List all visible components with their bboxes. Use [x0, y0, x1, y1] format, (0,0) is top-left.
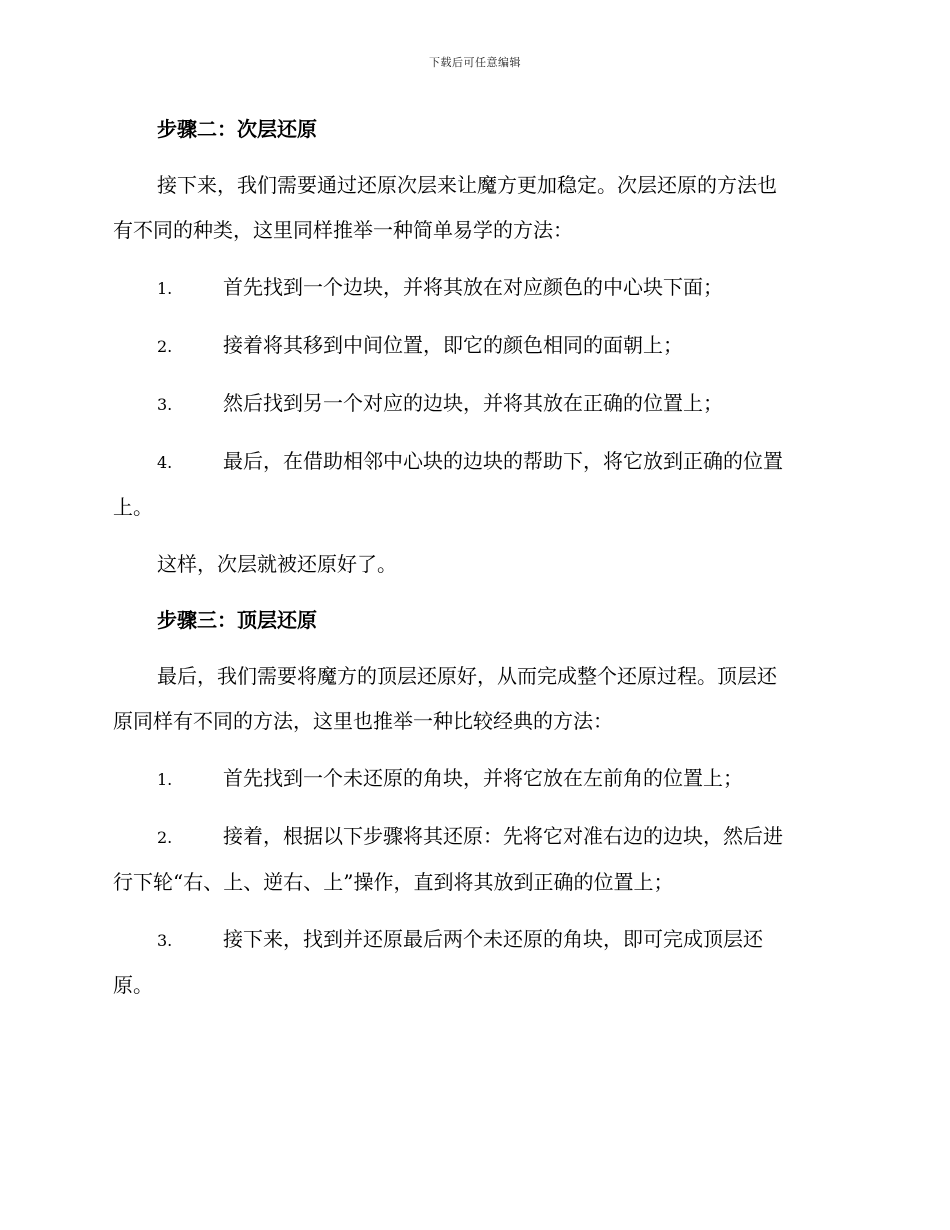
list-item: [113, 917, 835, 1008]
list-item: [113, 814, 835, 905]
paragraph-line: 最后，我们需要将魔方的顶层还原好，从而完成整个还原过程。顶层还: [157, 664, 777, 688]
list-text: 然后找到另一个对应的边块，并将其放在正确的位置上；: [223, 391, 723, 415]
paragraph-line: 接下来，我们需要通过还原次层来让魔方更加稳定。次层还原的方法也: [157, 173, 777, 197]
list-text: 接下来，找到并还原最后两个未还原的角块，即可完成顶层还: [223, 927, 763, 951]
list-text-continuation: 原。: [113, 973, 153, 997]
document-body: [113, 108, 835, 1020]
list-item: [113, 439, 835, 530]
paragraph-line: 有不同的种类，这里同样推举一种简单易学的方法：: [113, 218, 573, 242]
list-item: [113, 265, 835, 311]
list-number: 3.: [157, 931, 173, 950]
list-item: [113, 323, 835, 369]
section-heading: 步骤二：次层还原: [157, 117, 317, 141]
list-number: 2.: [157, 337, 173, 356]
list-text: 首先找到一个边块，并将其放在对应颜色的中心块下面；: [223, 275, 723, 299]
list-item: [113, 381, 835, 427]
list-text: 最后，在借助相邻中心块的边块的帮助下，将它放到正确的位置: [223, 449, 783, 473]
list-number: 3.: [157, 395, 173, 414]
list-item: [113, 756, 835, 802]
paragraph-line: 原同样有不同的方法，这里也推举一种比较经典的方法：: [113, 709, 613, 733]
list-number: 2.: [157, 828, 173, 847]
conclusion-text: 这样，次层就被还原好了。: [157, 552, 397, 576]
list-text-continuation: 行下轮“右、上、逆右、上”操作，直到将其放到正确的位置上；: [113, 870, 674, 894]
page-header: 下载后可任意编辑: [429, 56, 521, 69]
list-number: 1.: [157, 770, 173, 789]
list-text: 接着将其移到中间位置，即它的颜色相同的面朝上；: [223, 333, 683, 357]
list-text-continuation: 上。: [113, 495, 153, 519]
paragraph: [113, 163, 835, 253]
list-number: 4.: [157, 453, 173, 472]
list-text: 首先找到一个未还原的角块，并将它放在左前角的位置上；: [223, 766, 743, 790]
list-number: 1.: [157, 279, 173, 298]
paragraph: [113, 654, 835, 744]
list-text: 接着，根据以下步骤将其还原：先将它对准右边的边块，然后进: [223, 824, 783, 848]
section-heading: 步骤三：顶层还原: [157, 608, 317, 632]
